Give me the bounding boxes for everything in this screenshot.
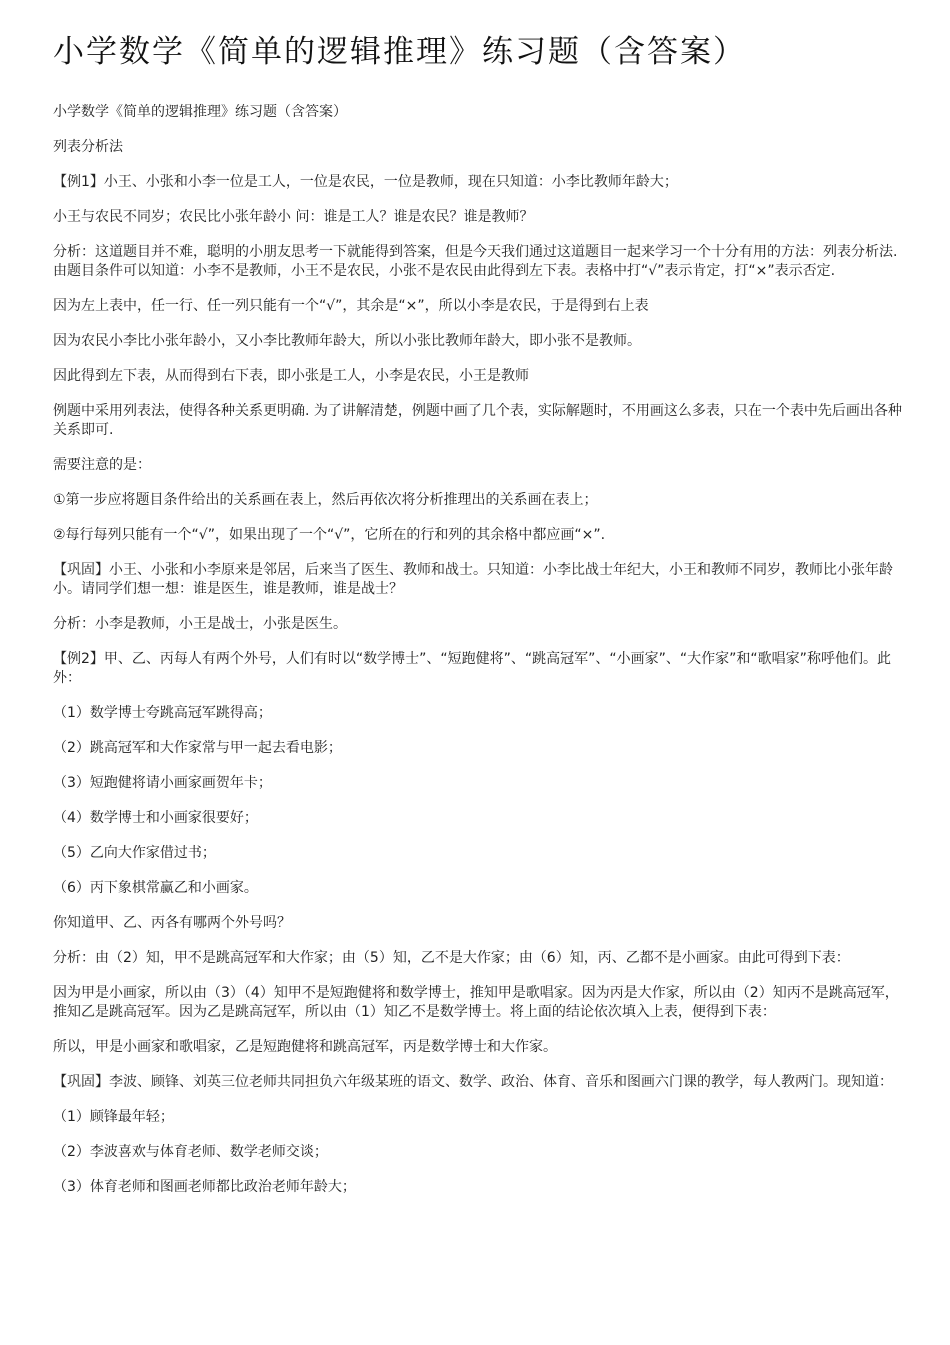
example-1-step-1: 因为左上表中，任一行、任一列只能有一个“√”，其余是“×”，所以小李是农民，于是得到右上表 [53, 298, 649, 314]
example-1-analysis: 分析：这道题目并不难，聪明的小朋友思考一下就能得到答案，但是今天我们通过这道题目一起来学习一个十分有用的方法：列表分析法. 由题目条件可以知道：小李不是教师，小王不是农民，小张不是农民由此得到左下表。表格中打“√”表示肯定，打“×”表示否定. [53, 244, 898, 279]
attention-heading: 需要注意的是： [53, 457, 151, 473]
practice-2-question: 【巩固】李波、顾锋、刘英三位老师共同担负六年级某班的语文、数学、政治、体育、音乐和图画六门课的教学，每人教两门。现知道： [53, 1074, 893, 1090]
example-2-ask: 你知道甲、乙、丙各有哪两个外号吗？ [53, 915, 291, 931]
section-heading: 列表分析法 [53, 139, 123, 155]
example-2-analysis: 分析：由（2）知，甲不是跳高冠军和大作家；由（5）知，乙不是大作家；由（6）知，丙、乙都不是小画家。由此可得到下表： [53, 950, 850, 966]
practice-1-analysis: 分析：小李是教师，小王是战士，小张是医生。 [53, 616, 347, 632]
document-title: 小学数学《简单的逻辑推理》练习题（含答案） [53, 34, 746, 70]
example-1-question-cont: 小王与农民不同岁；农民比小张年龄小 问：谁是工人？谁是农民？谁是教师？ [53, 209, 534, 225]
practice-2-condition-2: （2）李波喜欢与体育老师、数学老师交谈； [53, 1144, 328, 1160]
attention-point-2: ②每行每列只能有一个“√”，如果出现了一个“√”，它所在的行和列的其余格中都应画“×”. [53, 527, 606, 543]
method-note: 例题中采用列表法，使得各种关系更明确. 为了讲解清楚，例题中画了几个表，实际解题时，不用画这么多表，只在一个表中先后画出各种关系即可. [53, 403, 902, 438]
example-2-condition-6: （6）丙下象棋常赢乙和小画家。 [53, 880, 258, 896]
practice-2-condition-3: （3）体育老师和图画老师都比政治老师年龄大； [53, 1179, 356, 1195]
example-1-step-3: 因此得到左下表，从而得到右下表，即小张是工人，小李是农民，小王是教师 [53, 368, 529, 384]
practice-2-condition-1: （1）顾锋最年轻； [53, 1109, 174, 1125]
example-2-condition-4: （4）数学博士和小画家很要好； [53, 810, 258, 826]
example-2-condition-1: （1）数学博士夸跳高冠军跳得高； [53, 705, 272, 721]
example-2-condition-2: （2）跳高冠军和大作家常与甲一起去看电影； [53, 740, 342, 756]
subtitle-paragraph: 小学数学《简单的逻辑推理》练习题（含答案） [53, 104, 347, 120]
practice-1-question: 【巩固】小王、小张和小李原来是邻居，后来当了医生、教师和战士。只知道：小李比战士年纪大，小王和教师不同岁，教师比小张年龄小。请同学们想一想：谁是医生，谁是教师，谁是战士？ [53, 562, 893, 597]
example-2-condition-3: （3）短跑健将请小画家画贺年卡； [53, 775, 272, 791]
attention-point-1: ①第一步应将题目条件给出的关系画在表上，然后再依次将分析推理出的关系画在表上； [53, 492, 598, 508]
example-2-reasoning: 因为甲是小画家，所以由（3）（4）知甲不是短跑健将和数学博士，推知甲是歌唱家。因为丙是大作家，所以由（2）知丙不是跳高冠军，推知乙是跳高冠军。因为乙是跳高冠军，所以由（1）知乙不是数学博士。将上面的结论依次填入上表，便得到下表： [53, 985, 899, 1020]
example-2-conclusion: 所以，甲是小画家和歌唱家，乙是短跑健将和跳高冠军，丙是数学博士和大作家。 [53, 1039, 557, 1055]
example-2-condition-5: （5）乙向大作家借过书； [53, 845, 216, 861]
example-1-question: 【例1】小王、小张和小李一位是工人，一位是农民，一位是教师，现在只知道：小李比教师年龄大； [53, 174, 678, 190]
document-body [53, 103, 903, 1213]
example-2-question: 【例2】甲、乙、丙每人有两个外号，人们有时以“数学博士”、“短跑健将”、“跳高冠军”、“小画家”、“大作家”和“歌唱家”称呼他们。此外： [53, 651, 891, 686]
example-1-step-2: 因为农民小李比小张年龄小，又小李比教师年龄大，所以小张比教师年龄大，即小张不是教师。 [53, 333, 641, 349]
